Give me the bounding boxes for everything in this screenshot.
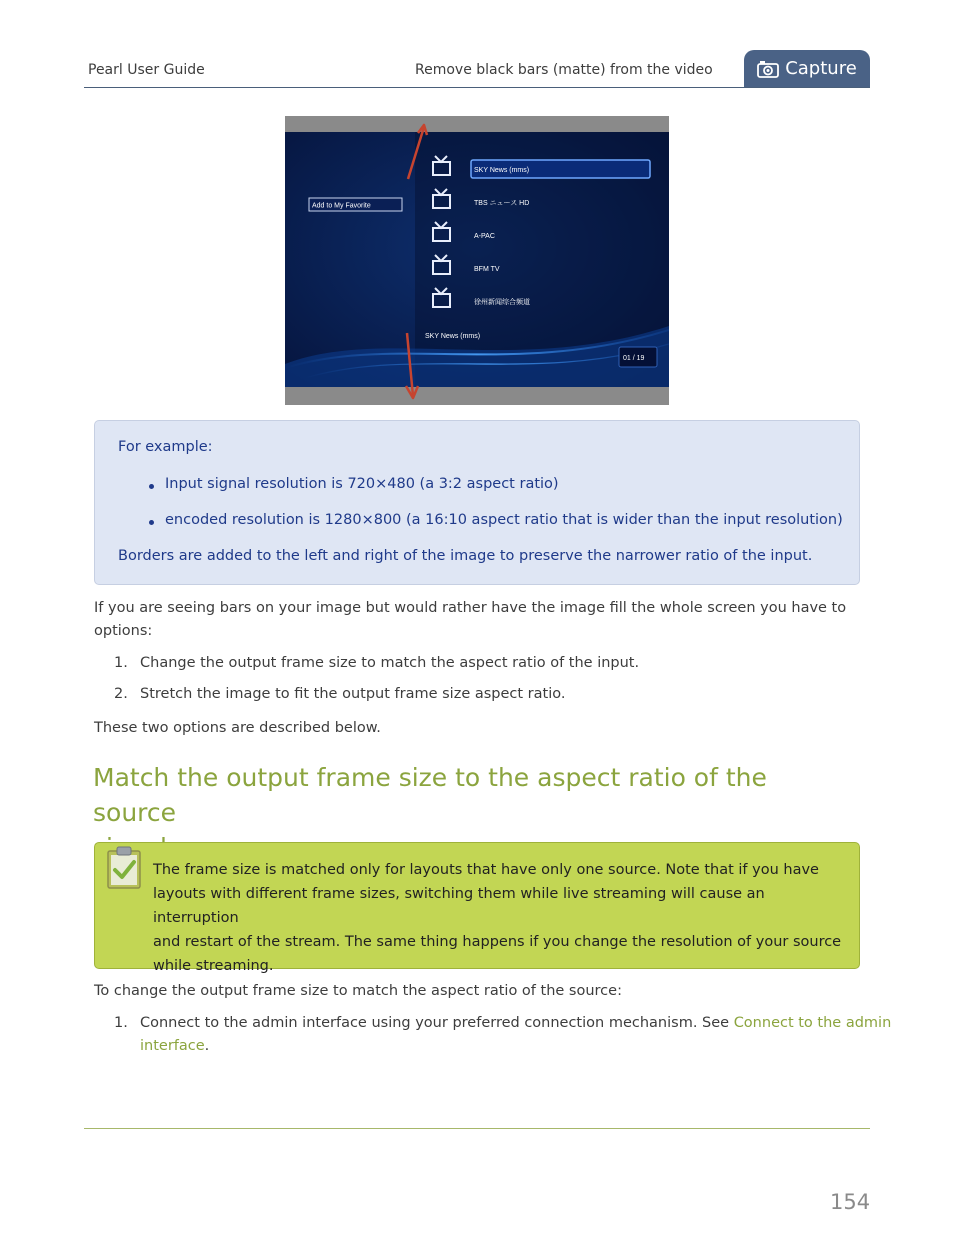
channel-name: SKY News (mms) (474, 167, 530, 174)
footer-divider (84, 1128, 870, 1129)
note-callout (94, 842, 860, 974)
chapter-title: Remove black bars (matte) from the video (415, 62, 713, 78)
procedure-intro: To change the output frame size to match the aspect ratio of the source: (94, 983, 622, 999)
step-number: 1. (114, 1015, 128, 1031)
procedure-step-line (140, 1035, 209, 1058)
note-line: The frame size is matched only for layouts that have only one source. Note that if you have (153, 862, 819, 878)
favorite-button-label: Add to My Favorite (312, 202, 371, 210)
procedure-step-end: . (204, 1038, 210, 1054)
counter: 01 / 19 (623, 355, 645, 362)
page-header (84, 50, 870, 88)
procedure-step-text: Connect to the admin interface using your preferred connection mechanism. See (140, 1015, 734, 1031)
camera-icon (757, 60, 779, 78)
page-number: 154 (830, 1190, 871, 1214)
options-sentence: These two options are described below. (94, 720, 381, 736)
channel-name: A-PAC (474, 233, 495, 240)
guide-title: Pearl User Guide (88, 62, 205, 78)
example-callout (94, 420, 860, 585)
step-number: 1. (114, 655, 128, 671)
media-player-screenshot (285, 116, 669, 405)
clipboard-check-icon (105, 846, 143, 890)
example-footer: Borders are added to the left and right of the image to preserve the narrower ratio of the input. (118, 548, 813, 564)
intro-paragraph-line: If you are seeing bars on your image but would rather have the image fill the whole screen you have to (94, 600, 847, 616)
example-title: For example: (118, 439, 213, 455)
channel-name: BFM TV (474, 266, 500, 273)
admin-interface-link[interactable]: Connect to the admin (733, 1015, 892, 1031)
section-tab-label: Capture (785, 58, 857, 79)
note-line: and restart of the stream. The same thing happens if you change the resolution of your source (153, 934, 842, 950)
step-text: Change the output frame size to match the aspect ratio of the input. (140, 655, 640, 671)
status-text: SKY News (mms) (425, 333, 481, 340)
section-tab (744, 50, 870, 87)
admin-interface-link-continued[interactable]: interface (140, 1038, 205, 1054)
note-text (153, 858, 843, 978)
channel-name: 徐州新闻综合频道 (474, 298, 530, 306)
intro-paragraph-line: options: (94, 623, 153, 639)
procedure-step-line (140, 1012, 891, 1035)
example-bullet-item: Input signal resolution is 720×480 (a 3:2 aspect ratio) (165, 476, 559, 492)
step-text: Stretch the image to fit the output frame size aspect ratio. (140, 686, 566, 702)
note-line: layouts with different frame sizes, switching them while live streaming will cause an interruption (153, 886, 765, 926)
section-heading-line: Match the output frame size to the aspect ratio of the source (93, 763, 767, 827)
step-number: 2. (114, 686, 128, 702)
note-line: while streaming. (153, 958, 274, 974)
channel-name: TBS ニュース HD (474, 200, 530, 207)
example-bullet-item: encoded resolution is 1280×800 (a 16:10 aspect ratio that is wider than the input resolution) (165, 512, 843, 528)
